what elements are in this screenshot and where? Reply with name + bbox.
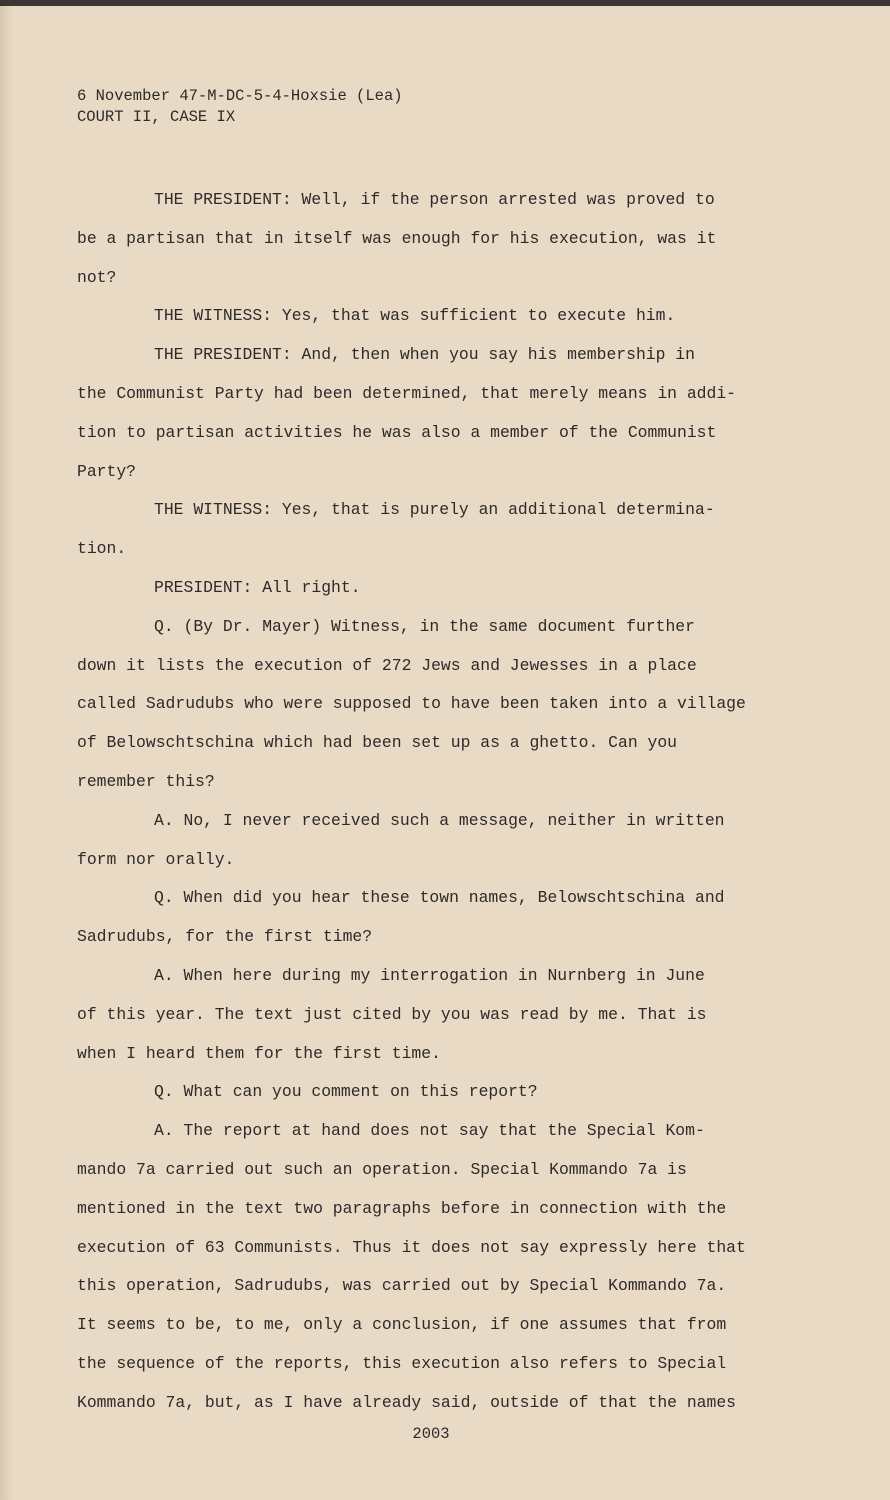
transcript-line: tion to partisan activities he was also a member of the Communist: [77, 422, 717, 442]
scan-left-edge: [0, 6, 14, 1500]
header-date-reference: 6 November 47-M-DC-5-4-Hoxsie (Lea): [77, 87, 403, 105]
transcript-line: It seems to be, to me, only a conclusion, if one assumes that from: [77, 1315, 727, 1335]
transcript-body: [77, 185, 757, 1427]
transcript-line: called Sadrudubs who were supposed to have been taken into a village: [77, 694, 746, 714]
transcript-line: Sadrudubs, for the first time?: [77, 927, 373, 947]
transcript-line: the Communist Party had been determined, that merely means in addi-: [77, 383, 737, 403]
transcript-line: A. When here during my interrogation in Nurnberg in June: [154, 965, 705, 985]
document-header: [77, 86, 403, 128]
transcript-line: PRESIDENT: All right.: [154, 577, 361, 597]
transcript-line: THE WITNESS: Yes, that is purely an additional determina-: [154, 500, 715, 520]
transcript-line: THE PRESIDENT: And, then when you say his membership in: [154, 345, 695, 365]
transcript-line: mentioned in the text two paragraphs before in connection with the: [77, 1198, 727, 1218]
transcript-line: of Belowschtschina which had been set up as a ghetto. Can you: [77, 733, 677, 753]
transcript-line: Party?: [77, 461, 137, 481]
transcript-line: when I heard them for the first time.: [77, 1043, 441, 1063]
transcript-line: be a partisan that in itself was enough for his execution, was it: [77, 228, 717, 248]
transcript-line: form nor orally.: [77, 849, 235, 869]
transcript-line: down it lists the execution of 272 Jews and Jewesses in a place: [77, 655, 697, 675]
transcript-line: mando 7a carried out such an operation. Special Kommando 7a is: [77, 1159, 687, 1179]
scan-top-edge: [0, 0, 890, 6]
transcript-line: A. The report at hand does not say that the Special Kom-: [154, 1121, 705, 1141]
transcript-line: THE PRESIDENT: Well, if the person arrested was proved to: [154, 190, 715, 209]
transcript-line: Q. What can you comment on this report?: [154, 1082, 538, 1102]
page-number: 2003: [412, 1425, 450, 1443]
transcript-line: the sequence of the reports, this execution also refers to Special: [77, 1353, 727, 1373]
transcript-line: this operation, Sadrudubs, was carried out by Special Kommando 7a.: [77, 1276, 727, 1296]
transcript-line: tion.: [77, 539, 127, 559]
header-court-case: COURT II, CASE IX: [77, 108, 236, 126]
transcript-line: THE WITNESS: Yes, that was sufficient to execute him.: [154, 306, 676, 326]
transcript-line: Kommando 7a, but, as I have already said, outside of that the names: [77, 1392, 737, 1412]
transcript-line: Q. When did you hear these town names, Belowschtschina and: [154, 888, 725, 908]
transcript-line: of this year. The text just cited by you was read by me. That is: [77, 1004, 707, 1024]
transcript-line: remember this?: [77, 771, 215, 791]
transcript-line: not?: [77, 267, 117, 287]
transcript-line: Q. (By Dr. Mayer) Witness, in the same document further: [154, 616, 695, 636]
transcript-line: A. No, I never received such a message, neither in written: [154, 810, 725, 830]
transcript-line: execution of 63 Communists. Thus it does not say expressly here that: [77, 1237, 746, 1257]
